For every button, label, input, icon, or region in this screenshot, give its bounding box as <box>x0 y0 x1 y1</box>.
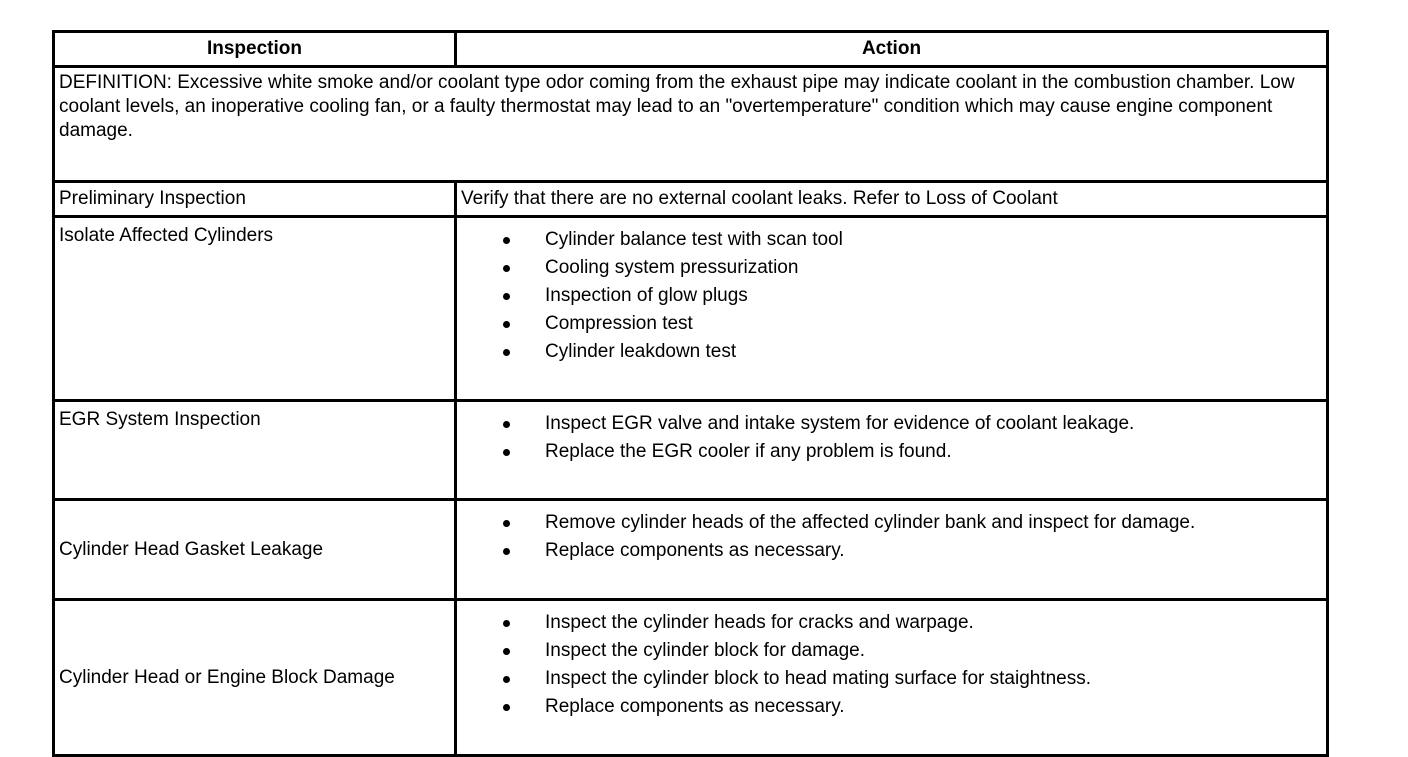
list-item <box>545 665 1326 693</box>
action-cell <box>456 401 1328 500</box>
bullet-icon <box>503 293 510 300</box>
table-row <box>54 600 1328 756</box>
action-list <box>457 226 1326 366</box>
bullet-icon <box>503 548 510 555</box>
preliminary-row <box>54 182 1328 217</box>
action-cell <box>456 600 1328 756</box>
inspection-label: Cylinder Head or Engine Block Damage <box>54 600 456 756</box>
action-list <box>457 509 1326 565</box>
bullet-icon <box>503 421 510 428</box>
action-text: Replace the EGR cooler if any problem is found. <box>545 441 952 462</box>
list-item <box>545 282 1326 310</box>
action-text: Inspect EGR valve and intake system for evidence of coolant leakage. <box>545 413 1135 434</box>
list-item <box>545 226 1326 254</box>
action-list <box>457 410 1326 466</box>
list-item <box>545 254 1326 282</box>
list-item <box>545 537 1326 565</box>
list-item <box>545 410 1326 438</box>
bullet-icon <box>503 676 510 683</box>
list-item <box>545 637 1326 665</box>
preliminary-inspection-label: Preliminary Inspection <box>54 182 456 217</box>
header-inspection: Inspection <box>54 32 456 67</box>
bullet-icon <box>503 349 510 356</box>
bullet-icon <box>503 704 510 711</box>
list-item <box>545 338 1326 366</box>
inspection-label: EGR System Inspection <box>54 401 456 500</box>
action-text: Remove cylinder heads of the affected cylinder bank and inspect for damage. <box>545 512 1196 533</box>
action-cell <box>456 217 1328 401</box>
action-text: Replace components as necessary. <box>545 696 845 717</box>
inspection-label: Isolate Affected Cylinders <box>54 217 456 401</box>
table-row <box>54 500 1328 600</box>
inspection-label: Cylinder Head Gasket Leakage <box>54 500 456 600</box>
bullet-icon <box>503 265 510 272</box>
bullet-icon <box>503 520 510 527</box>
bullet-icon <box>503 237 510 244</box>
list-item <box>545 310 1326 338</box>
action-text: Inspect the cylinder block to head mating surface for staightness. <box>545 668 1092 689</box>
action-text: Inspection of glow plugs <box>545 285 748 306</box>
list-item <box>545 693 1326 721</box>
action-text: Cooling system pressurization <box>545 257 799 278</box>
definition-text: DEFINITION: Excessive white smoke and/or coolant type odor coming from the exhaust pipe may indicate coolant in the combustion chamber. Low coolant levels, an inoperative cooling fan, or a faulty thermostat may lead to an "overtemperature" condition which may cause engine component damage. <box>54 67 1328 182</box>
action-list <box>457 609 1326 721</box>
bullet-icon <box>503 648 510 655</box>
header-row <box>54 32 1328 67</box>
bullet-icon <box>503 449 510 456</box>
action-text: Cylinder leakdown test <box>545 341 737 362</box>
table-row <box>54 401 1328 500</box>
definition-row <box>54 67 1328 182</box>
action-text: Compression test <box>545 313 693 334</box>
table-row <box>54 217 1328 401</box>
action-text: Cylinder balance test with scan tool <box>545 229 843 250</box>
preliminary-action-text: Verify that there are no external coolant leaks. Refer to Loss of Coolant <box>456 182 1328 217</box>
action-text: Inspect the cylinder heads for cracks and warpage. <box>545 612 974 633</box>
action-text: Inspect the cylinder block for damage. <box>545 640 866 661</box>
list-item <box>545 509 1326 537</box>
list-item <box>545 609 1326 637</box>
header-action: Action <box>456 32 1328 67</box>
action-text: Replace components as necessary. <box>545 540 845 561</box>
bullet-icon <box>503 321 510 328</box>
action-cell <box>456 500 1328 600</box>
bullet-icon <box>503 620 510 627</box>
list-item <box>545 438 1326 466</box>
diagnostic-table <box>52 30 1329 757</box>
